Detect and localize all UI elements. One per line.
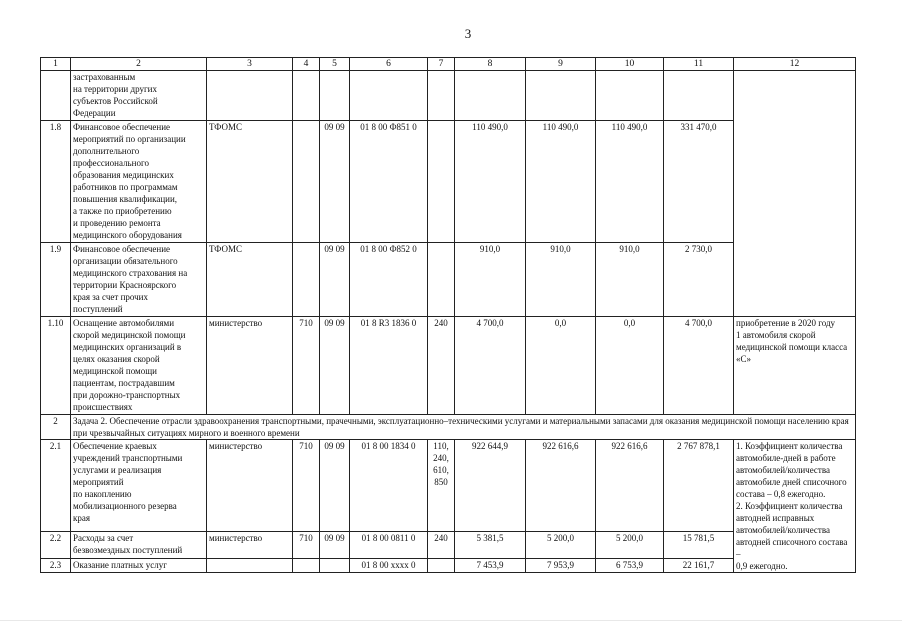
task-row bbox=[41, 415, 856, 440]
column-number: 1 bbox=[41, 58, 71, 71]
amount-total: 2 767 878,1 bbox=[664, 440, 734, 532]
csr-code: 01 8 00 Ф851 0 bbox=[350, 121, 428, 243]
rzpr-code: 09 09 bbox=[320, 243, 350, 317]
grbs-code: 710 bbox=[293, 532, 320, 559]
amount-2021: 5 200,0 bbox=[526, 532, 596, 559]
vr-code bbox=[428, 243, 455, 317]
row-number: 1.10 bbox=[41, 317, 71, 415]
grbs-code bbox=[293, 121, 320, 243]
grbs-code: 710 bbox=[293, 440, 320, 532]
table-row bbox=[41, 532, 856, 559]
column-number: 8 bbox=[455, 58, 526, 71]
table-row bbox=[41, 71, 856, 121]
csr-code: 01 8 00 xxxx 0 bbox=[350, 559, 428, 573]
rzpr-code bbox=[320, 71, 350, 121]
grbs-code bbox=[293, 243, 320, 317]
amount-2022: 5 200,0 bbox=[596, 532, 664, 559]
measure-name: Обеспечение краевых учреждений транспортными услугами и реализация мероприятий по накоплению мобилизационного резерва края bbox=[71, 440, 207, 532]
table-row bbox=[41, 440, 856, 532]
table-row bbox=[41, 559, 856, 573]
amount-total: 22 161,7 bbox=[664, 559, 734, 573]
column-number: 11 bbox=[664, 58, 734, 71]
amount-2021: 7 953,9 bbox=[526, 559, 596, 573]
column-number: 3 bbox=[207, 58, 293, 71]
executor bbox=[207, 71, 293, 121]
vr-code bbox=[428, 559, 455, 573]
column-number: 4 bbox=[293, 58, 320, 71]
task-heading: Задача 2. Обеспечение отрасли здравоохранения транспортными, прачечными, эксплуатационно–техническими услугами и материальными запасами для оказания медицинской помощи населению края при чрезвычайных ситуациях мирного и военного времени bbox=[71, 415, 856, 440]
column-number-row bbox=[41, 58, 856, 71]
row-number: 1.9 bbox=[41, 243, 71, 317]
table-row bbox=[41, 121, 856, 243]
executor: министерство bbox=[207, 317, 293, 415]
rzpr-code: 09 09 bbox=[320, 532, 350, 559]
csr-code: 01 8 R3 1836 0 bbox=[350, 317, 428, 415]
amount-2020: 5 381,5 bbox=[455, 532, 526, 559]
rzpr-code: 09 09 bbox=[320, 440, 350, 532]
amount-total: 15 781,5 bbox=[664, 532, 734, 559]
table-row bbox=[41, 317, 856, 415]
amount-2020: 7 453,9 bbox=[455, 559, 526, 573]
vr-code: 240 bbox=[428, 532, 455, 559]
scan-artifact-line bbox=[0, 620, 902, 621]
vr-code: 110, 240, 610, 850 bbox=[428, 440, 455, 532]
amount-2022: 922 616,6 bbox=[596, 440, 664, 532]
column-number: 5 bbox=[320, 58, 350, 71]
column-number: 7 bbox=[428, 58, 455, 71]
vr-code bbox=[428, 121, 455, 243]
executor: ТФОМС bbox=[207, 243, 293, 317]
row-number: 2.3 bbox=[41, 559, 71, 573]
expected-result: приобретение в 2020 году 1 автомобиля скорой медицинской помощи класса «С» bbox=[734, 317, 856, 415]
table-row bbox=[41, 243, 856, 317]
executor: министерство bbox=[207, 440, 293, 532]
page-number: 3 bbox=[464, 26, 472, 41]
csr-code: 01 8 00 Ф852 0 bbox=[350, 243, 428, 317]
amount-2020: 922 644,9 bbox=[455, 440, 526, 532]
grbs-code: 710 bbox=[293, 317, 320, 415]
amount-2022 bbox=[596, 71, 664, 121]
column-number: 12 bbox=[734, 58, 856, 71]
amount-2021: 110 490,0 bbox=[526, 121, 596, 243]
amount-2021: 922 616,6 bbox=[526, 440, 596, 532]
csr-code: 01 8 00 0811 0 bbox=[350, 532, 428, 559]
amount-total: 4 700,0 bbox=[664, 317, 734, 415]
csr-code bbox=[350, 71, 428, 121]
column-number: 6 bbox=[350, 58, 428, 71]
row-number: 2 bbox=[41, 415, 71, 440]
executor: ТФОМС bbox=[207, 121, 293, 243]
column-number: 9 bbox=[526, 58, 596, 71]
amount-2022: 110 490,0 bbox=[596, 121, 664, 243]
rzpr-code bbox=[320, 559, 350, 573]
budget-table bbox=[40, 57, 856, 573]
row-number: 2.2 bbox=[41, 532, 71, 559]
amount-2022: 6 753,9 bbox=[596, 559, 664, 573]
measure-name: Оснащение автомобилями скорой медицинской помощи медицинских организаций в целях оказания скорой медицинской помощи пациентам, пострадавшим при дорожно-транспортных происшествиях bbox=[71, 317, 207, 415]
rzpr-code: 09 09 bbox=[320, 317, 350, 415]
expected-result bbox=[734, 71, 856, 317]
grbs-code bbox=[293, 559, 320, 573]
expected-result: 1. Коэффициент количества автомобиле-дней в работе автомобилей/количества автомобиле дней списочного состава – 0,8 ежегодно. 2. Коэффициент количества автодней исправных автомобилей/количества автодней списочного состава – 0,9 ежегодно. bbox=[734, 440, 856, 573]
amount-2021: 910,0 bbox=[526, 243, 596, 317]
row-number bbox=[41, 71, 71, 121]
executor: министерство bbox=[207, 532, 293, 559]
amount-total: 331 470,0 bbox=[664, 121, 734, 243]
amount-2020 bbox=[455, 71, 526, 121]
amount-total bbox=[664, 71, 734, 121]
amount-2021 bbox=[526, 71, 596, 121]
executor bbox=[207, 559, 293, 573]
amount-2021: 0,0 bbox=[526, 317, 596, 415]
vr-code: 240 bbox=[428, 317, 455, 415]
column-number: 2 bbox=[71, 58, 207, 71]
amount-2020: 110 490,0 bbox=[455, 121, 526, 243]
measure-name: застрахованным на территории других субъектов Российской Федерации bbox=[71, 71, 207, 121]
measure-name: Финансовое обеспечение мероприятий по организации дополнительного профессионального образования медицинских работников по программам повышения квалификации, а также по приобретению и проведению ремонта медицинского оборудования bbox=[71, 121, 207, 243]
rzpr-code: 09 09 bbox=[320, 121, 350, 243]
csr-code: 01 8 00 1834 0 bbox=[350, 440, 428, 532]
vr-code bbox=[428, 71, 455, 121]
measure-name: Финансовое обеспечение организации обязательного медицинского страхования на территории Красноярского края за счет прочих поступлений bbox=[71, 243, 207, 317]
amount-2020: 910,0 bbox=[455, 243, 526, 317]
row-number: 2.1 bbox=[41, 440, 71, 532]
measure-name: Оказание платных услуг bbox=[71, 559, 207, 573]
measure-name: Расходы за счет безвозмездных поступлений bbox=[71, 532, 207, 559]
column-number: 10 bbox=[596, 58, 664, 71]
amount-total: 2 730,0 bbox=[664, 243, 734, 317]
grbs-code bbox=[293, 71, 320, 121]
amount-2022: 0,0 bbox=[596, 317, 664, 415]
row-number: 1.8 bbox=[41, 121, 71, 243]
amount-2020: 4 700,0 bbox=[455, 317, 526, 415]
amount-2022: 910,0 bbox=[596, 243, 664, 317]
